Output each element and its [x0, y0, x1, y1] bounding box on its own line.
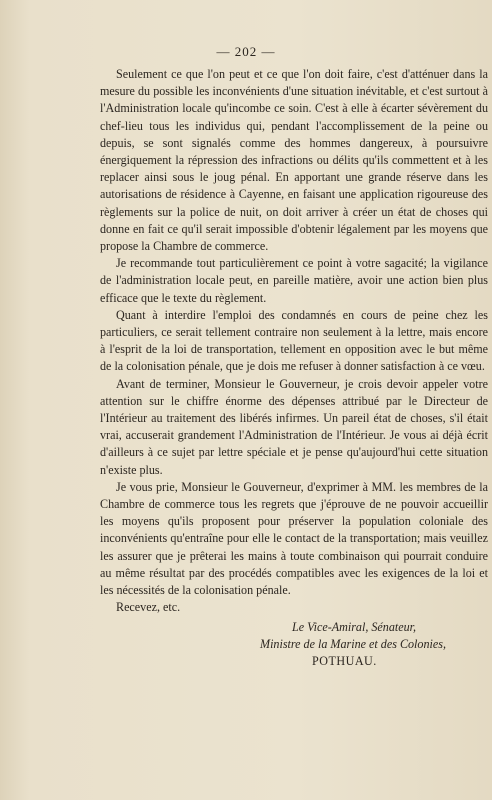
paragraph: Avant de terminer, Monsieur le Gouverneur, je crois devoir appeler votre attention sur le chiffre énorme des dépenses attribué par le Directeur de l'Intérieur au traitement des libérés infirmes. Un pareil état de choses, s'il était vrai, accuserait grandement l'Administration de l'Intérieur. Je vous ai déjà écrit d'ailleurs à ce sujet par lettre spéciale et je pense qu'aujourd'hui cette situation n'existe plus.	[100, 376, 488, 477]
paragraph: Quant à interdire l'emploi des condamnés en cours de peine chez les particuliers, ce serait tellement contraire non seulement à la lettre, mais encore à l'esprit de la loi de transportation, tellement en opposition avec le but même de la colonisation pénale, que je dois me refuser à donner satisfaction à ce vœu.	[100, 307, 488, 374]
page-number: — 202 —	[216, 44, 276, 59]
paragraph: Je recommande tout particulièrement ce point à votre sagacité; la vigilance de l'administration locale peut, en pareille matière, avoir une action bien plus efficace que le texte du règlement.	[100, 256, 488, 305]
signature-office: Ministre de la Marine et des Colonies,	[260, 636, 446, 651]
signature-name: POTHUAU.	[312, 653, 377, 668]
body-text	[100, 66, 488, 670]
paragraph: Seulement ce que l'on peut et ce que l'on doit faire, c'est d'atténuer dans la mesure du possible les inconvénients d'une situation inévitable, et c'est surtout à l'Administration locale qu'incombe ce soin. C'est à elle à écarter sévèrement du chef-lieu tous les individus qui, pendant l'accomplissement de la peine ou depuis, se sont signalés comme des hommes dangereux, à poursuivre énergiquement la répression des infractions ou délits qu'ils commettent et à les replacer ainsi sous le joug pénal. En apportant une grande réserve dans les autorisations de résidence à Cayenne, en faisant une application rigoureuse des règlements sur la police de nuit, on doit arriver à créer un état de choses qui donne en fait ce qu'il serait impossible d'obtenir légalement par les moyens que propose la Chambre de commerce.	[100, 67, 488, 254]
signature-block	[100, 619, 488, 671]
signature-title: Le Vice-Amiral, Sénateur,	[292, 619, 417, 634]
paragraph: Je vous prie, Monsieur le Gouverneur, d'exprimer à MM. les membres de la Chambre de commerce tous les regrets que j'éprouve de ne pouvoir accueillir les moyens qu'ils proposent pour préserver la population coloniale des inconvénients qu'entraîne pour elle le contact de la transportation; mais veuillez les assurer que je prêterai les mains à toute combinaison qui pourrait conduire au même résultat par des procédés compatibles avec les exigences de la loi et les nécessités de la colonisation pénale.	[100, 479, 488, 598]
closing-formula: Recevez, etc.	[116, 600, 181, 615]
